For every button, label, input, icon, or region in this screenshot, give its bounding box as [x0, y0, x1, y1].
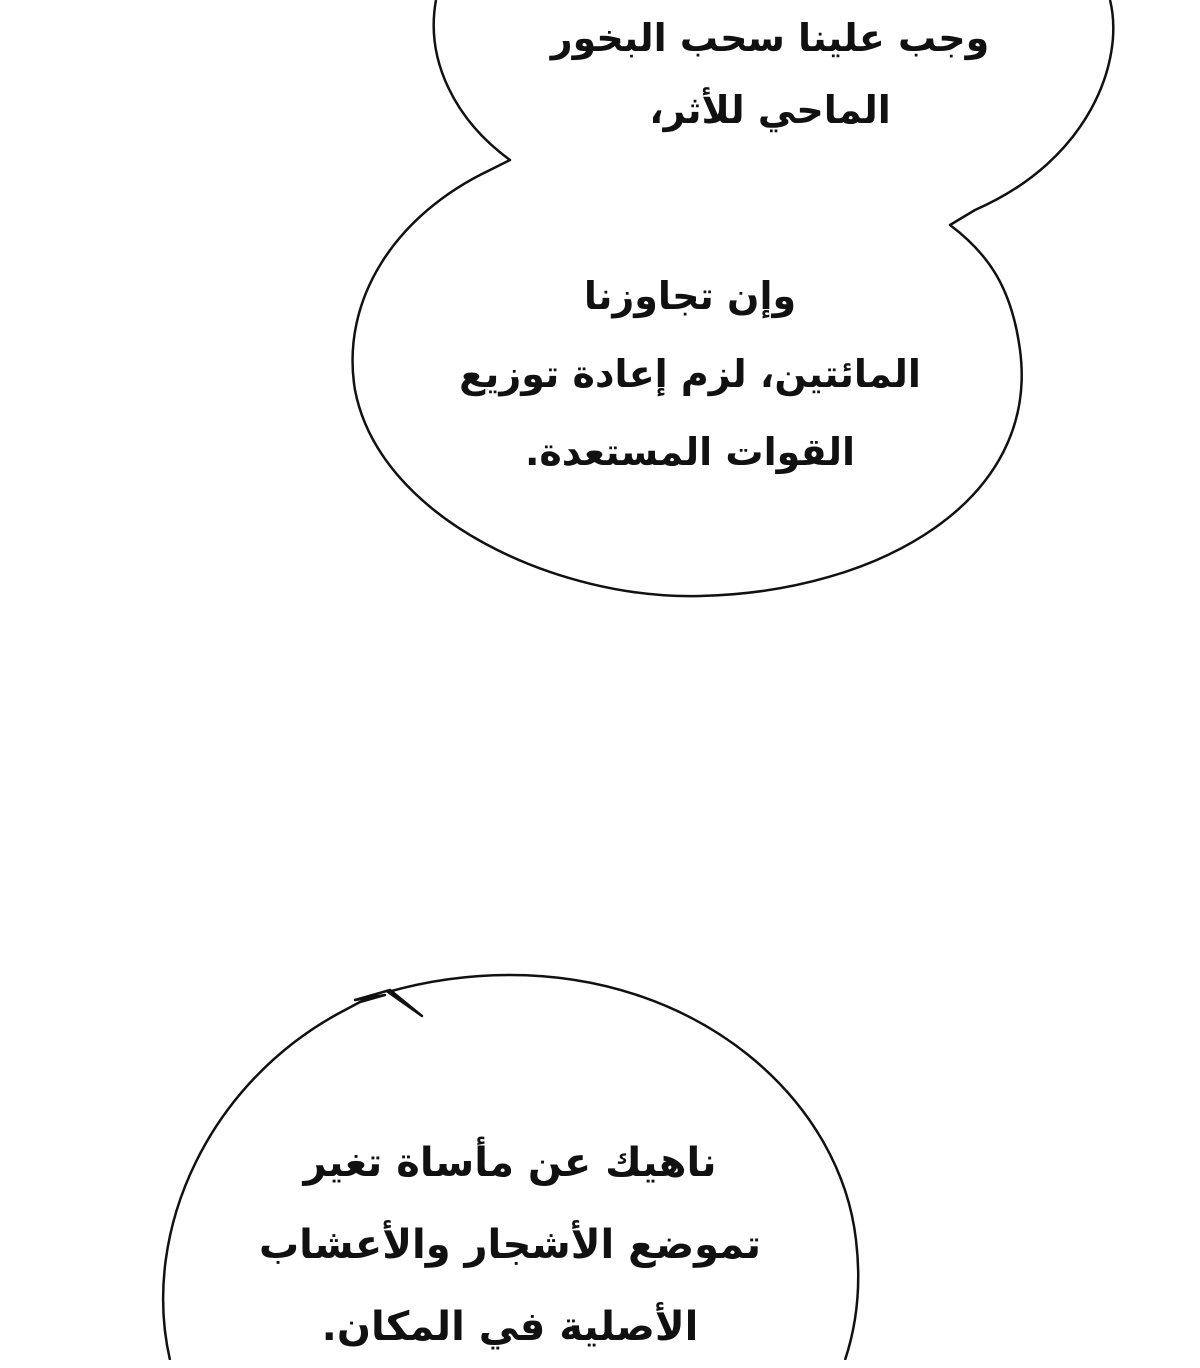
dialogue-line: القوات المستعدة. [524, 430, 856, 474]
speech-bubble-text-middle [410, 257, 970, 491]
dialogue-line: وإن تجاوزنا [583, 274, 797, 318]
dialogue-line: وجب علينا سحب البخور [550, 16, 990, 60]
dialogue-line: تموضع الأشجار والأعشاب [258, 1222, 762, 1268]
dialogue-line: المائتين، لزم إعادة توزيع [459, 352, 921, 396]
dialogue-line: الأصلية في المكان. [321, 1304, 699, 1350]
speech-bubble-text-bottom [210, 1122, 810, 1368]
speech-bubble-text-top [500, 2, 1040, 146]
dialogue-line: الماحي للأثر، [649, 88, 891, 132]
dialogue-line: ناهيك عن مأساة تغير [303, 1140, 717, 1186]
